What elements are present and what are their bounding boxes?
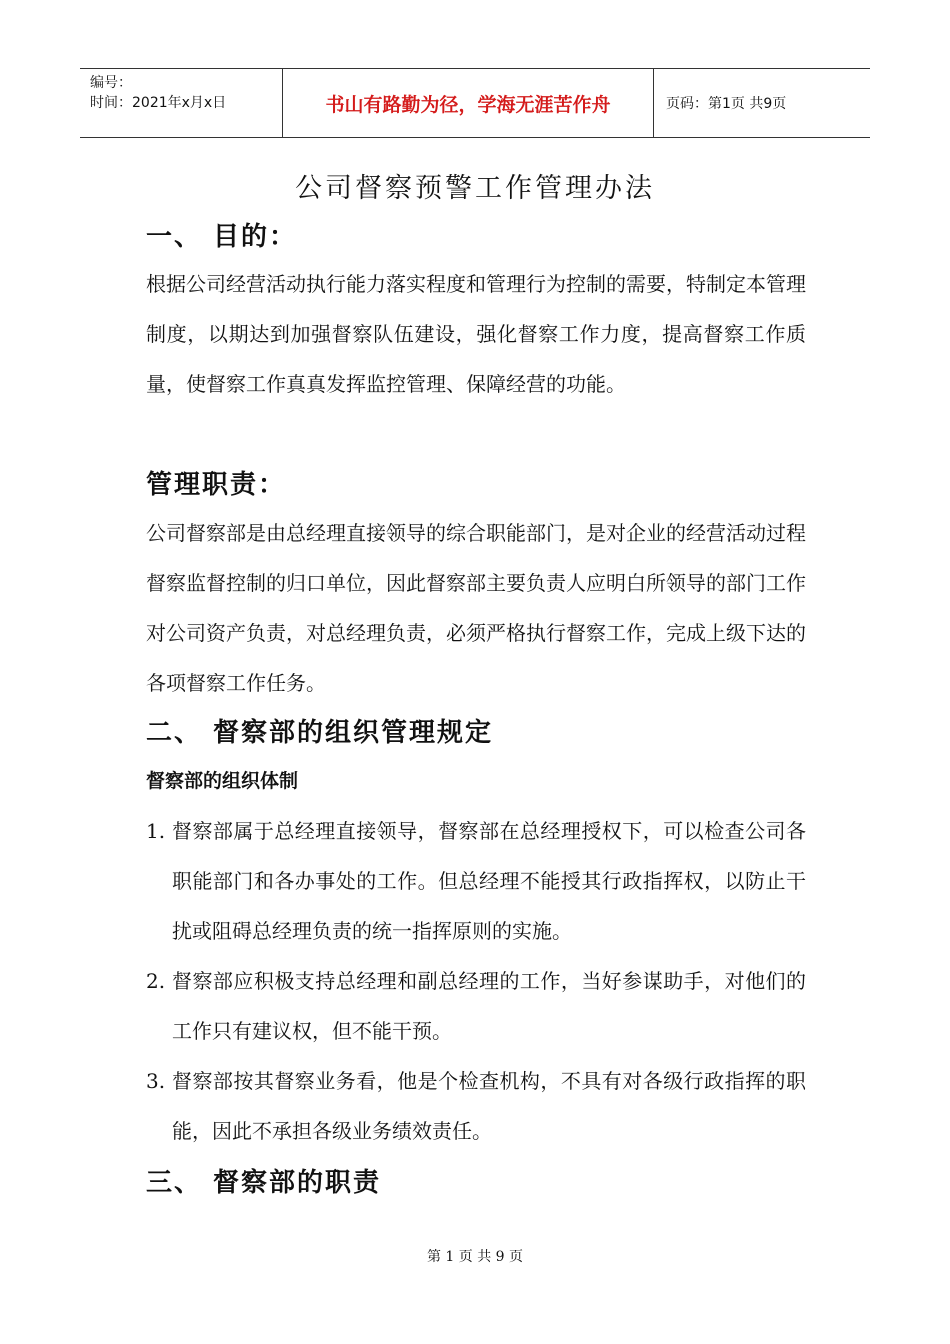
document-title: 公司督察预警工作管理办法 [295, 173, 655, 204]
section2-heading: 二、 督察部的组织管理规定 [146, 718, 494, 748]
header-meta [80, 69, 282, 137]
list-item [146, 1056, 806, 1156]
page-footer: 第 1 页 共 9 页 [426, 1249, 524, 1265]
time-label: 时间：2021年x月x日 [90, 95, 227, 111]
list-item-text: 督察部应积极支持总经理和副总经理的工作，当好参谋助手，对他们的工作只有建议权，但不能干预。 [172, 969, 806, 1043]
number-label: 编号： [90, 75, 132, 91]
list-item-number: 2. [146, 969, 166, 993]
subheading-org-system: 督察部的组织体制 [146, 770, 299, 792]
duty-heading: 管理职责： [146, 470, 287, 500]
list-item-text: 督察部属于总经理直接领导，督察部在总经理授权下，可以检查公司各职能部门和各办事处的工作。但总经理不能授其行政指挥权，以防止干扰或阻碍总经理负责的统一指挥原则的实施。 [172, 819, 806, 943]
header-motto: 书山有路勤为径，学海无涯苦作舟 [282, 69, 654, 137]
header-page-info: 页码：第1页 共9页 [666, 96, 787, 112]
section1-paragraph: 根据公司经营活动执行能力落实程度和管理行为控制的需要，特制定本管理制度，以期达到加强督察队伍建设，强化督察工作力度，提高督察工作质量，使督察工作真真发挥监控管理、保障经营的功能。 [146, 272, 806, 396]
section3-heading: 三、 督察部的职责 [146, 1168, 382, 1198]
list-item [146, 806, 806, 956]
list-item [146, 956, 806, 1056]
header-table [80, 68, 870, 138]
duty-paragraph: 公司督察部是由总经理直接领导的综合职能部门，是对企业的经营活动过程督察监督控制的归口单位，因此督察部主要负责人应明白所领导的部门工作对公司资产负责，对总经理负责，必须严格执行督察工作，完成上级下达的各项督察工作任务。 [146, 521, 806, 695]
list-item-text: 督察部按其督察业务看，他是个检查机构，不具有对各级行政指挥的职能，因此不承担各级业务绩效责任。 [172, 1069, 806, 1143]
section1-heading: 一、 目的： [146, 222, 298, 252]
list-item-number: 1. [146, 819, 166, 843]
list-item-number: 3. [146, 1069, 166, 1093]
ordered-list [146, 806, 806, 1156]
